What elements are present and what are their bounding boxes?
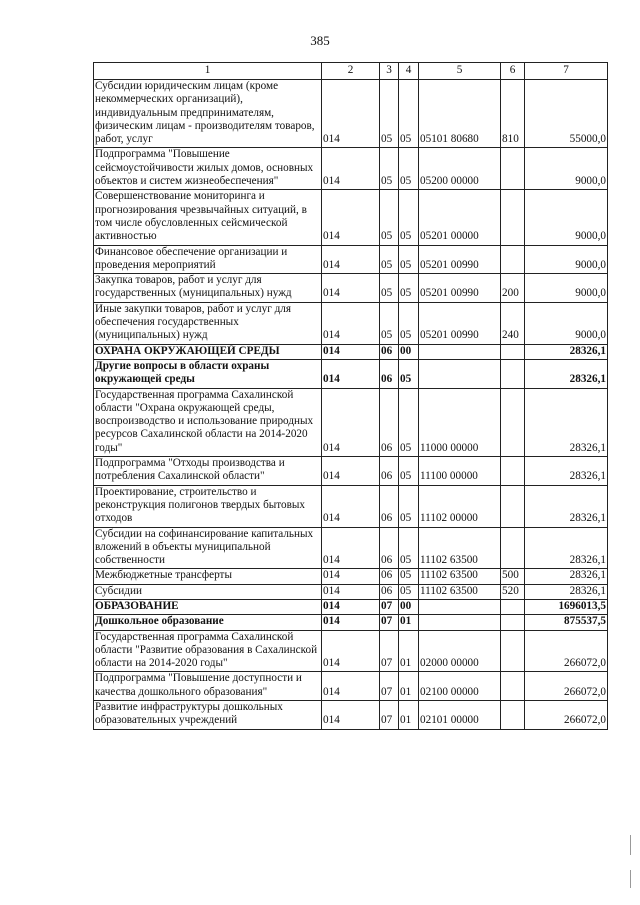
row-cell-c2: 014 — [322, 274, 380, 303]
row-name-cell: Государственная программа Сахалинской области "Охрана окружающей среды, воспроизводство и использование природных ресурсов Сахалинской области на 2014-2020 годы" — [94, 388, 322, 456]
table-row — [94, 630, 608, 672]
table-row — [94, 457, 608, 486]
row-name-cell: Другие вопросы в области охраны окружающей среды — [94, 359, 322, 388]
table-row — [94, 584, 608, 599]
row-cell-c5 — [419, 615, 501, 630]
row-cell-c5: 05200 00000 — [419, 148, 501, 190]
row-cell-c7: 28326,1 — [525, 584, 608, 599]
row-cell-c7: 1696013,5 — [525, 599, 608, 614]
row-cell-c7: 9000,0 — [525, 148, 608, 190]
row-cell-c7: 9000,0 — [525, 274, 608, 303]
row-cell-c7: 9000,0 — [525, 190, 608, 245]
row-cell-c2: 014 — [322, 615, 380, 630]
row-cell-c3: 06 — [380, 359, 399, 388]
row-cell-c3: 07 — [380, 701, 399, 730]
row-cell-c3: 06 — [380, 569, 399, 584]
row-cell-c5: 02000 00000 — [419, 630, 501, 672]
row-cell-c6 — [501, 190, 525, 245]
row-cell-c4: 01 — [399, 615, 419, 630]
table-row — [94, 569, 608, 584]
header-col-7: 7 — [525, 63, 608, 80]
row-cell-c2: 014 — [322, 599, 380, 614]
row-name-cell: ОБРАЗОВАНИЕ — [94, 599, 322, 614]
row-cell-c2: 014 — [322, 302, 380, 344]
row-cell-c4: 05 — [399, 584, 419, 599]
row-cell-c6 — [501, 388, 525, 456]
row-cell-c7: 28326,1 — [525, 344, 608, 359]
row-cell-c4: 05 — [399, 388, 419, 456]
row-cell-c3: 06 — [380, 485, 399, 527]
row-cell-c7: 55000,0 — [525, 80, 608, 148]
row-cell-c2: 014 — [322, 527, 380, 569]
row-cell-c3: 06 — [380, 344, 399, 359]
table-row — [94, 274, 608, 303]
row-cell-c5: 11102 00000 — [419, 485, 501, 527]
row-cell-c6 — [501, 599, 525, 614]
row-cell-c6 — [501, 672, 525, 701]
row-cell-c6: 240 — [501, 302, 525, 344]
row-cell-c6 — [501, 148, 525, 190]
row-cell-c5 — [419, 599, 501, 614]
row-cell-c2: 014 — [322, 701, 380, 730]
row-cell-c3: 06 — [380, 388, 399, 456]
row-cell-c6: 200 — [501, 274, 525, 303]
row-cell-c2: 014 — [322, 457, 380, 486]
table-row — [94, 344, 608, 359]
row-cell-c7: 28326,1 — [525, 527, 608, 569]
row-cell-c7: 28326,1 — [525, 388, 608, 456]
row-cell-c2: 014 — [322, 485, 380, 527]
row-cell-c3: 05 — [380, 274, 399, 303]
header-col-3: 3 — [380, 63, 399, 80]
row-cell-c6 — [501, 701, 525, 730]
row-name-cell: Иные закупки товаров, работ и услуг для обеспечения государственных (муниципальных) нужд — [94, 302, 322, 344]
row-name-cell: Развитие инфраструктуры дошкольных образовательных учреждений — [94, 701, 322, 730]
row-cell-c4: 05 — [399, 302, 419, 344]
row-cell-c6 — [501, 630, 525, 672]
row-cell-c3: 06 — [380, 457, 399, 486]
row-cell-c5: 02100 00000 — [419, 672, 501, 701]
row-cell-c6: 500 — [501, 569, 525, 584]
table-row — [94, 672, 608, 701]
row-cell-c3: 05 — [380, 148, 399, 190]
header-col-1: 1 — [94, 63, 322, 80]
table-row — [94, 302, 608, 344]
row-cell-c2: 014 — [322, 569, 380, 584]
table-header-row — [94, 63, 608, 80]
row-cell-c6: 520 — [501, 584, 525, 599]
row-name-cell: Субсидии на софинансирование капитальных вложений в объекты муниципальной собственности — [94, 527, 322, 569]
header-col-2: 2 — [322, 63, 380, 80]
header-col-5: 5 — [419, 63, 501, 80]
row-cell-c5: 05101 80680 — [419, 80, 501, 148]
row-cell-c2: 014 — [322, 148, 380, 190]
row-cell-c7: 266072,0 — [525, 630, 608, 672]
row-cell-c5: 05201 00990 — [419, 245, 501, 274]
row-cell-c7: 28326,1 — [525, 359, 608, 388]
row-cell-c4: 05 — [399, 274, 419, 303]
row-cell-c4: 01 — [399, 701, 419, 730]
row-cell-c2: 014 — [322, 359, 380, 388]
table-row — [94, 388, 608, 456]
row-cell-c5: 05201 00990 — [419, 302, 501, 344]
row-cell-c4: 01 — [399, 672, 419, 701]
row-name-cell: Финансовое обеспечение организации и проведения мероприятий — [94, 245, 322, 274]
row-cell-c5: 05201 00990 — [419, 274, 501, 303]
row-cell-c6 — [501, 245, 525, 274]
row-cell-c7: 9000,0 — [525, 302, 608, 344]
header-col-6: 6 — [501, 63, 525, 80]
table-row — [94, 701, 608, 730]
scan-artifact — [630, 870, 631, 888]
row-name-cell: Подпрограмма "Повышение доступности и качества дошкольного образования" — [94, 672, 322, 701]
row-cell-c5: 11102 63500 — [419, 527, 501, 569]
row-name-cell: Проектирование, строительство и реконструкция полигонов твердых бытовых отходов — [94, 485, 322, 527]
row-cell-c4: 00 — [399, 344, 419, 359]
row-cell-c2: 014 — [322, 344, 380, 359]
row-cell-c2: 014 — [322, 190, 380, 245]
row-cell-c2: 014 — [322, 245, 380, 274]
row-cell-c6 — [501, 457, 525, 486]
row-cell-c4: 05 — [399, 190, 419, 245]
row-cell-c4: 05 — [399, 148, 419, 190]
row-cell-c6 — [501, 527, 525, 569]
row-cell-c3: 05 — [380, 302, 399, 344]
row-cell-c4: 05 — [399, 80, 419, 148]
table-row — [94, 245, 608, 274]
row-cell-c7: 9000,0 — [525, 245, 608, 274]
budget-table — [93, 62, 608, 730]
row-name-cell: Подпрограмма "Отходы производства и потребления Сахалинской области" — [94, 457, 322, 486]
row-cell-c3: 06 — [380, 584, 399, 599]
row-cell-c5: 11102 63500 — [419, 584, 501, 599]
row-cell-c7: 266072,0 — [525, 672, 608, 701]
row-cell-c4: 05 — [399, 527, 419, 569]
row-cell-c6: 810 — [501, 80, 525, 148]
row-cell-c7: 266072,0 — [525, 701, 608, 730]
row-cell-c2: 014 — [322, 388, 380, 456]
row-cell-c4: 05 — [399, 359, 419, 388]
row-name-cell: Межбюджетные трансферты — [94, 569, 322, 584]
table-row — [94, 148, 608, 190]
row-cell-c4: 05 — [399, 569, 419, 584]
row-cell-c2: 014 — [322, 584, 380, 599]
table-row — [94, 80, 608, 148]
row-cell-c7: 28326,1 — [525, 485, 608, 527]
row-cell-c3: 07 — [380, 615, 399, 630]
row-cell-c3: 05 — [380, 245, 399, 274]
row-cell-c3: 06 — [380, 527, 399, 569]
table-row — [94, 485, 608, 527]
row-name-cell: Государственная программа Сахалинской области "Развитие образования в Сахалинской области на 2014-2020 годы" — [94, 630, 322, 672]
row-cell-c3: 07 — [380, 630, 399, 672]
table-row — [94, 527, 608, 569]
row-cell-c7: 28326,1 — [525, 569, 608, 584]
row-cell-c4: 00 — [399, 599, 419, 614]
row-cell-c4: 01 — [399, 630, 419, 672]
row-cell-c6 — [501, 359, 525, 388]
page-number: 385 — [310, 33, 330, 48]
row-cell-c5 — [419, 359, 501, 388]
row-cell-c6 — [501, 615, 525, 630]
row-cell-c4: 05 — [399, 485, 419, 527]
row-name-cell: Субсидии — [94, 584, 322, 599]
table-row — [94, 599, 608, 614]
scan-artifact — [630, 835, 631, 855]
row-cell-c3: 05 — [380, 80, 399, 148]
row-cell-c7: 875537,5 — [525, 615, 608, 630]
row-name-cell: Закупка товаров, работ и услуг для государственных (муниципальных) нужд — [94, 274, 322, 303]
row-cell-c5 — [419, 344, 501, 359]
row-cell-c2: 014 — [322, 80, 380, 148]
row-cell-c5: 11000 00000 — [419, 388, 501, 456]
table-row — [94, 615, 608, 630]
row-cell-c4: 05 — [399, 457, 419, 486]
row-cell-c4: 05 — [399, 245, 419, 274]
row-cell-c3: 07 — [380, 599, 399, 614]
row-name-cell: Совершенствование мониторинга и прогнозирования чрезвычайных ситуаций, в том числе обусловленных сейсмической активностью — [94, 190, 322, 245]
table-row — [94, 359, 608, 388]
row-cell-c3: 07 — [380, 672, 399, 701]
row-name-cell: Дошкольное образование — [94, 615, 322, 630]
row-cell-c6 — [501, 344, 525, 359]
row-cell-c3: 05 — [380, 190, 399, 245]
row-name-cell: Подпрограмма "Повышение сейсмоустойчивости жилых домов, основных объектов и систем жизнеобеспечения" — [94, 148, 322, 190]
table-body — [94, 80, 608, 730]
row-name-cell: Субсидии юридическим лицам (кроме некоммерческих организаций), индивидуальным предпринимателям, физическим лицам - производителям товаров, работ, услуг — [94, 80, 322, 148]
row-cell-c2: 014 — [322, 672, 380, 701]
row-cell-c5: 11100 00000 — [419, 457, 501, 486]
row-cell-c5: 02101 00000 — [419, 701, 501, 730]
row-cell-c6 — [501, 485, 525, 527]
row-name-cell: ОХРАНА ОКРУЖАЮЩЕЙ СРЕДЫ — [94, 344, 322, 359]
row-cell-c2: 014 — [322, 630, 380, 672]
header-col-4: 4 — [399, 63, 419, 80]
row-cell-c5: 05201 00000 — [419, 190, 501, 245]
row-cell-c7: 28326,1 — [525, 457, 608, 486]
row-cell-c5: 11102 63500 — [419, 569, 501, 584]
table-row — [94, 190, 608, 245]
